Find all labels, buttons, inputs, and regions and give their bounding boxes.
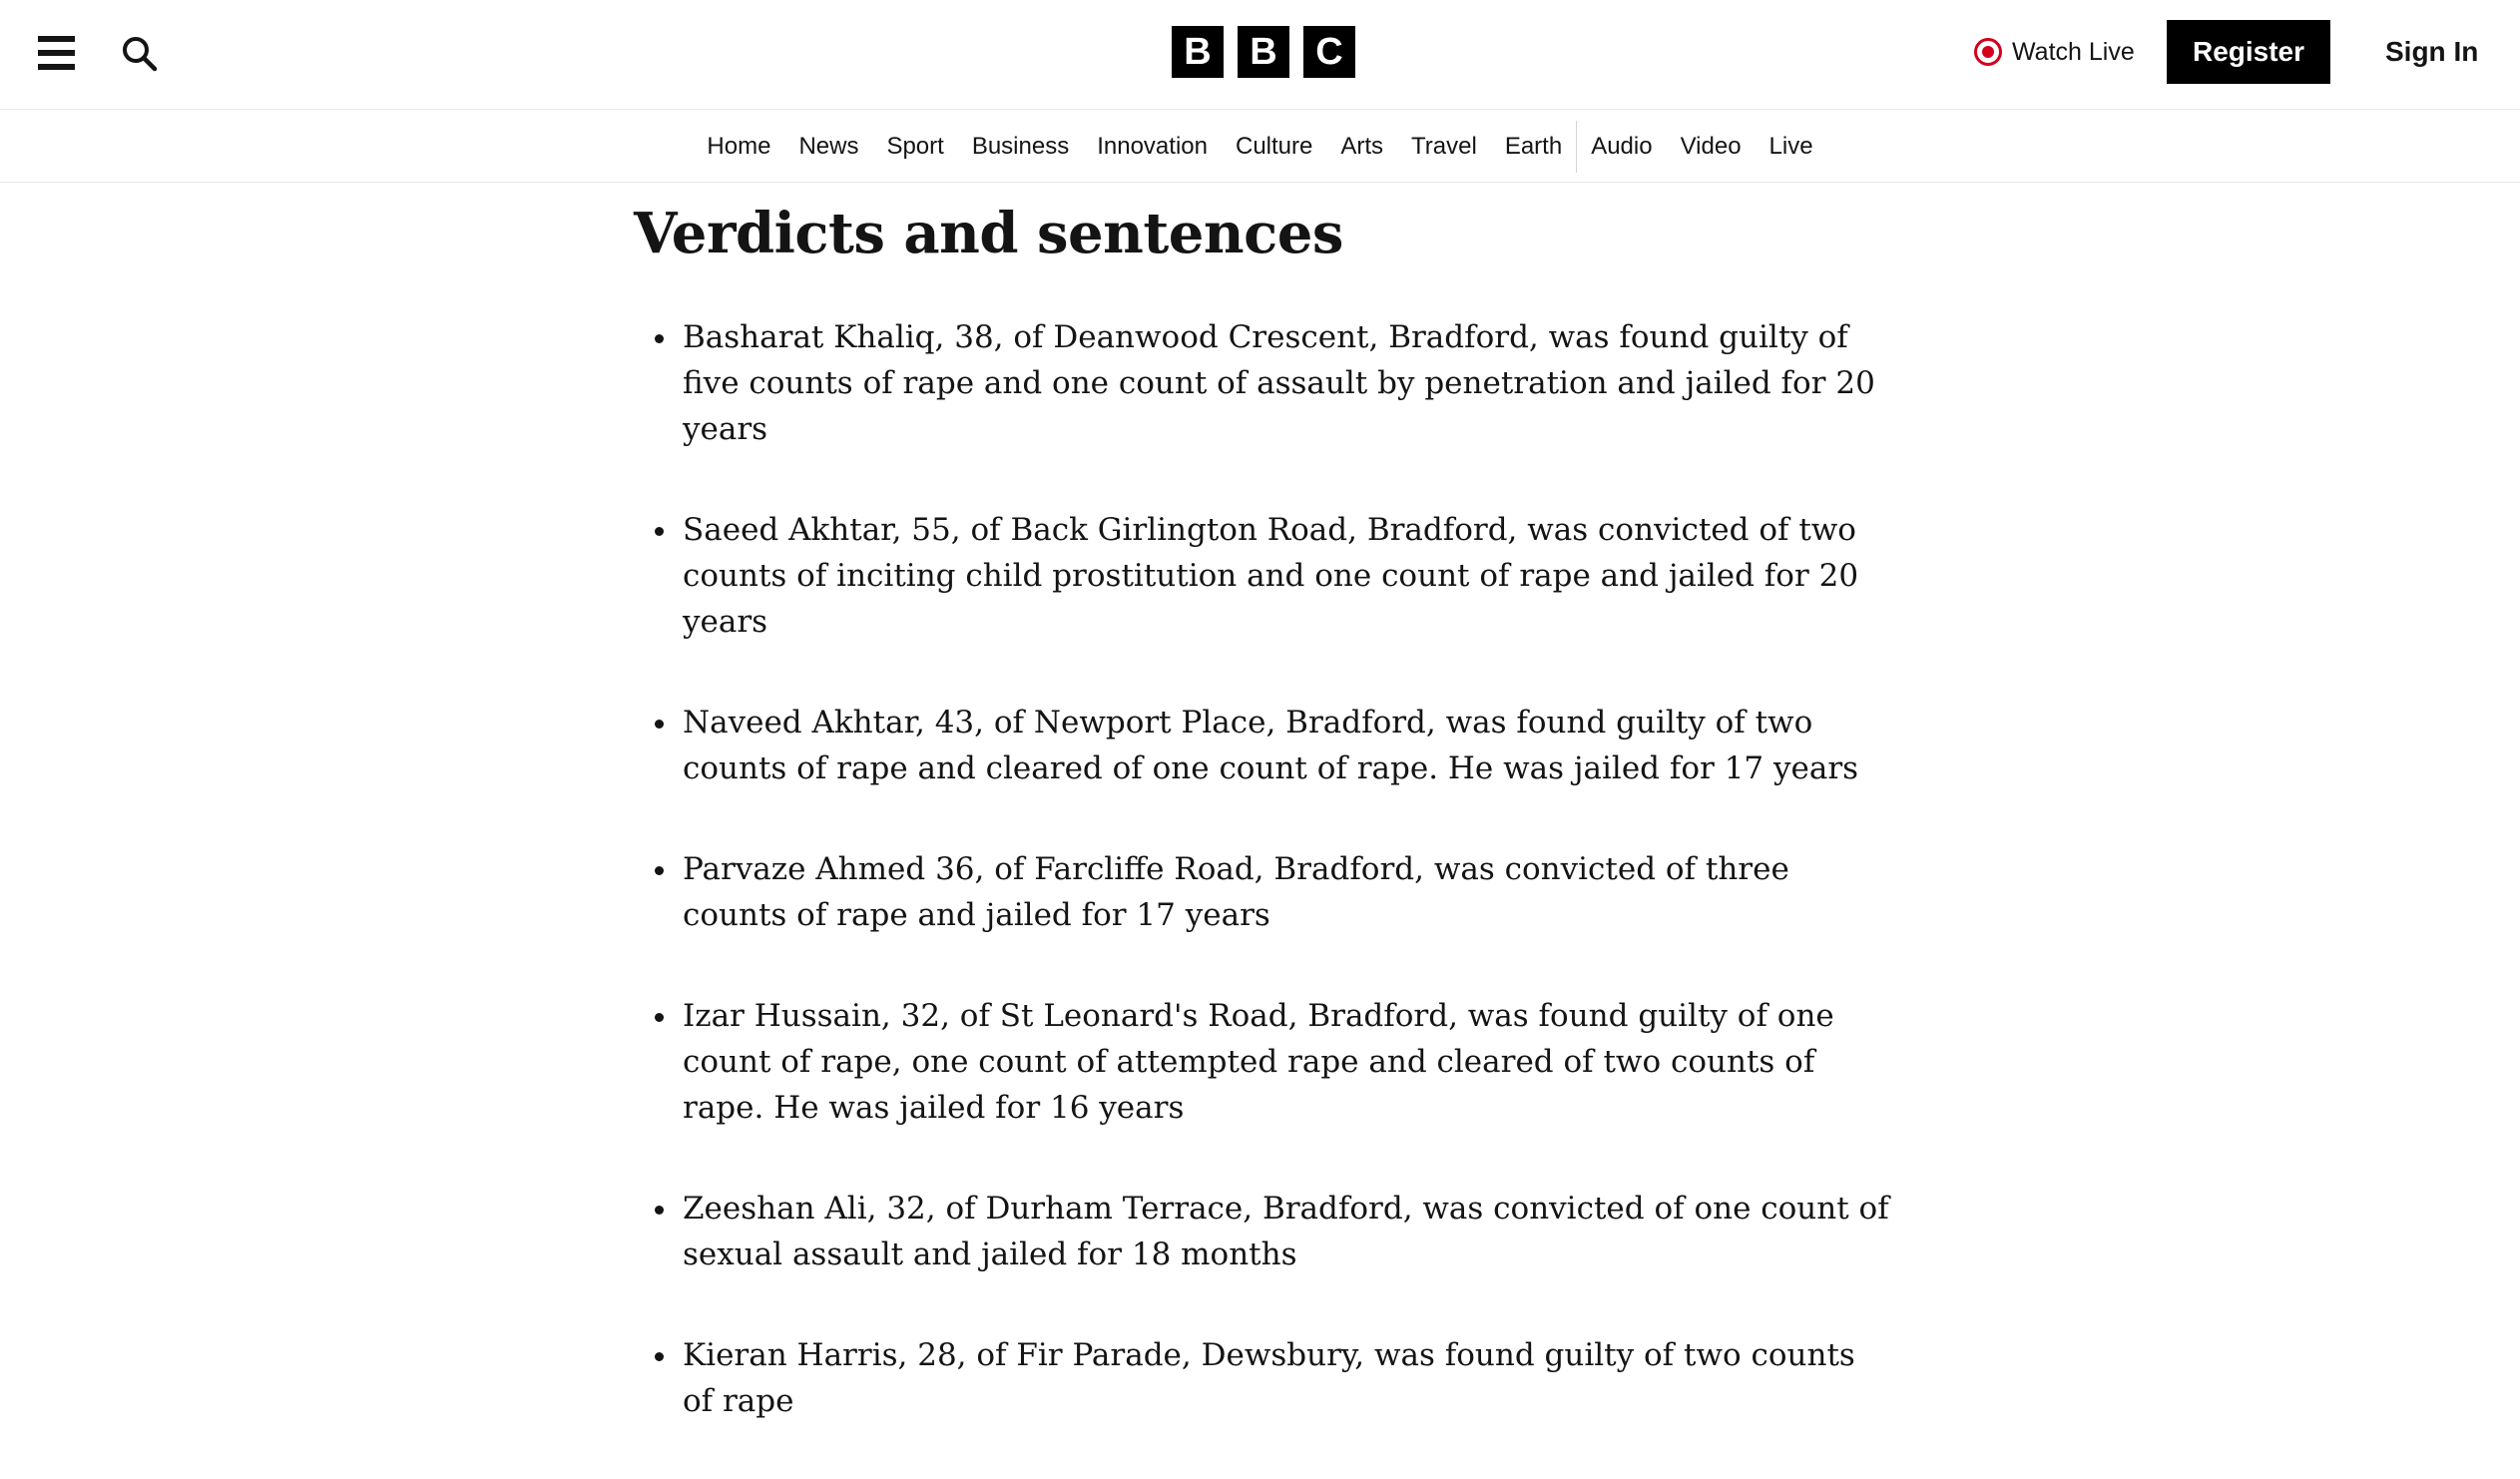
list-item: Saeed Akhtar, 55, of Back Girlington Road, Bradford, was convicted of two counts of inciting child prostitution and one count of rape and jailed for 20 years	[634, 507, 1891, 645]
nav-item-earth[interactable]: Earth	[1504, 133, 1563, 160]
list-item: Parvaze Ahmed 36, of Farcliffe Road, Bradford, was convicted of three counts of rape and jailed for 17 years	[634, 846, 1891, 938]
search-icon[interactable]	[120, 34, 160, 74]
nav-item-live[interactable]: Live	[1768, 133, 1813, 160]
nav-item-business[interactable]: Business	[971, 133, 1070, 160]
live-record-icon	[1974, 38, 2002, 66]
watch-live-button[interactable]	[1974, 34, 2135, 70]
main-nav	[0, 110, 2520, 183]
list-item: Kieran Harris, 28, of Fir Parade, Dewsbury, was found guilty of two counts of rape	[634, 1332, 1891, 1424]
top-header	[0, 0, 2520, 110]
register-button[interactable]: Register	[2167, 20, 2330, 84]
logo-letter: B	[1238, 26, 1289, 78]
list-item: Naveed Akhtar, 43, of Newport Place, Bradford, was found guilty of two counts of rape and cleared of one count of rape. He was jailed for 17 years	[634, 700, 1891, 791]
list-item: Zeeshan Ali, 32, of Durham Terrace, Bradford, was convicted of one count of sexual assault and jailed for 18 months	[634, 1186, 1891, 1277]
nav-item-home[interactable]: Home	[707, 133, 771, 160]
nav-item-sport[interactable]: Sport	[886, 133, 944, 160]
nav-item-arts[interactable]: Arts	[1340, 133, 1384, 160]
bbc-logo[interactable]	[1172, 26, 1355, 78]
logo-letter: B	[1172, 26, 1224, 78]
nav-item-innovation[interactable]: Innovation	[1097, 133, 1208, 160]
section-heading: Verdicts and sentences	[634, 201, 1343, 266]
nav-item-travel[interactable]: Travel	[1411, 133, 1477, 160]
logo-letter: C	[1303, 26, 1355, 78]
watch-live-label: Watch Live	[2012, 37, 2135, 66]
nav-item-video[interactable]: Video	[1680, 133, 1742, 160]
sign-in-button[interactable]: Sign In	[2385, 36, 2479, 67]
list-item: Izar Hussain, 32, of St Leonard's Road, Bradford, was found guilty of one count of rape, one count of attempted rape and cleared of two counts of rape. He was jailed for 16 years	[634, 993, 1891, 1131]
article-body	[634, 183, 1891, 1479]
hamburger-menu-icon[interactable]	[38, 36, 76, 70]
nav-item-audio[interactable]: Audio	[1591, 133, 1653, 160]
nav-item-culture[interactable]: Culture	[1235, 133, 1313, 160]
verdict-list	[634, 314, 1891, 1424]
list-item: Basharat Khaliq, 38, of Deanwood Crescent, Bradford, was found guilty of five counts of rape and one count of assault by penetration and jailed for 20 years	[634, 314, 1891, 452]
nav-item-news[interactable]: News	[798, 133, 859, 160]
